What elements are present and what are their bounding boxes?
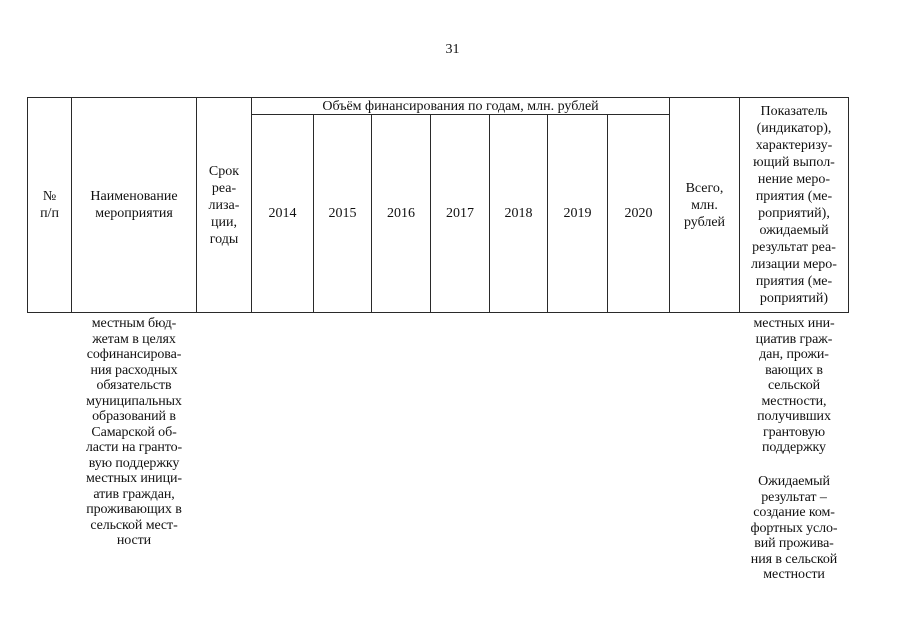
- header-funding-group: Объём финансирования по годам, млн. рублей: [322, 98, 599, 114]
- row-expected-result: Ожидаемый результат – создание ком- фортных усло- вий прожива- ния в сельской местности: [750, 474, 838, 582]
- header-name: Наименование мероприятия: [90, 189, 178, 221]
- header-num: № п/п: [40, 189, 59, 221]
- header-year-2015: 2015: [328, 206, 357, 221]
- header-year-2019: 2019: [563, 206, 592, 221]
- header-year-2020: 2020: [624, 206, 653, 221]
- row-name-continued: местным бюд- жетам в целях софинансирова- ния расходных обязательств муниципальных образований в Самарской об- ласти на гранто- вую поддержку местных иници- атив граждан, проживающих в сельской мест- ности: [85, 316, 183, 548]
- header-bottom-border: [27, 312, 849, 313]
- header-year-2016: 2016: [387, 206, 415, 221]
- col-line-12: [848, 97, 849, 313]
- header-year-2017: 2017: [446, 206, 474, 221]
- page-number: 31: [445, 42, 460, 57]
- header-year-2018: 2018: [504, 206, 533, 221]
- header-term: Срок реа- лиза- ции, годы: [208, 163, 240, 247]
- row-indicator-continued: местных ини- циатив граж- дан, прожи- вающих в сельской местности, получивших грантовую поддержку: [753, 316, 835, 455]
- header-year-2014: 2014: [268, 206, 297, 221]
- header-total: Всего, млн. рублей: [683, 180, 726, 230]
- header-indicator: Показатель (индикатор), характеризу- ющий выпол- нение меро- приятия (ме- роприятий), ожидаемый результат реа- лизации меро- приятия (ме- роприятий): [751, 104, 837, 306]
